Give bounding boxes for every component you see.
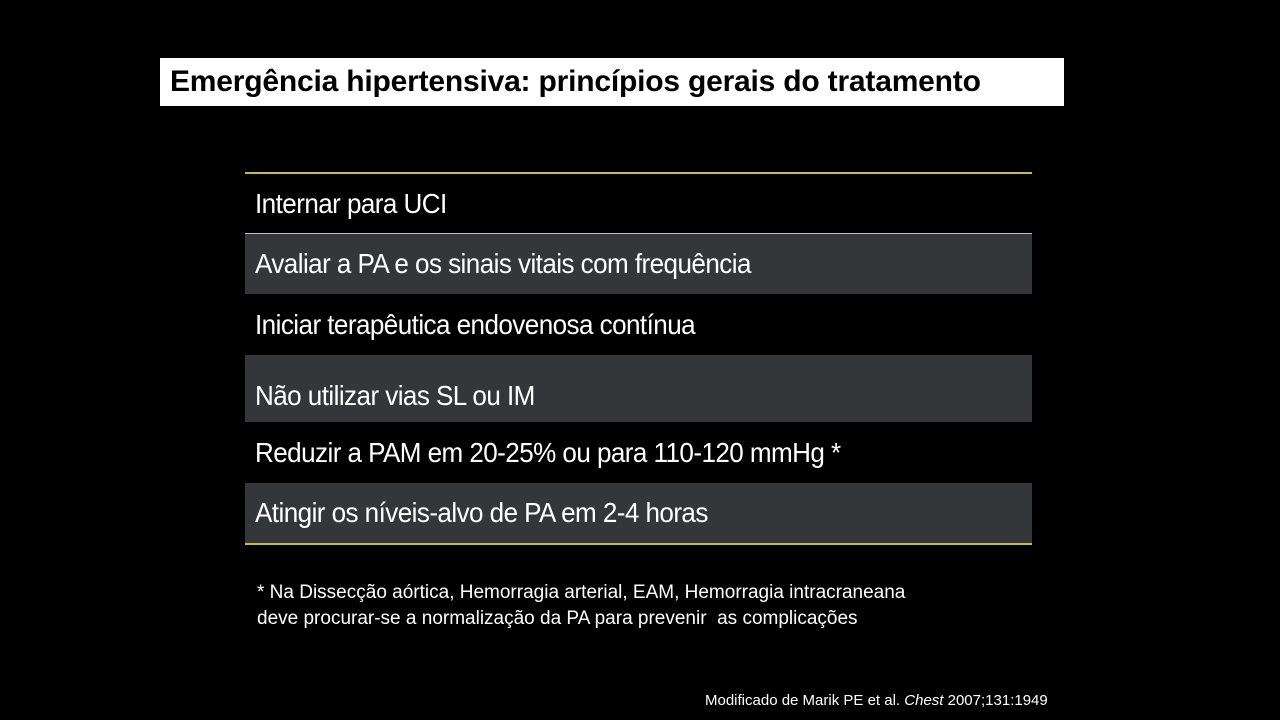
- row-text: Atingir os níveis-alvo de PA em 2-4 horas: [255, 497, 708, 528]
- footnote-line: * Na Dissecção aórtica, Hemorragia arterial, EAM, Hemorragia intracraneana: [257, 582, 906, 603]
- table-row: [245, 355, 1032, 422]
- table-row: [245, 483, 1032, 543]
- table-row: [245, 422, 1032, 483]
- row-text: Reduzir a PAM em 20-25% ou para 110-120 mmHg *: [255, 436, 841, 468]
- treatment-principles-table: [245, 172, 1032, 545]
- footnote-line: deve procurar-se a normalização da PA para prevenir as complicações: [257, 608, 858, 629]
- row-text: Iniciar terapêutica endovenosa contínua: [255, 308, 696, 340]
- row-text: Não utilizar vias SL ou IM: [255, 379, 535, 411]
- citation-reference: 2007;131:1949: [947, 692, 1048, 709]
- citation: [705, 692, 1048, 709]
- table-row: [245, 234, 1032, 294]
- table-row: [245, 174, 1032, 233]
- row-text: Internar para UCI: [255, 187, 447, 219]
- citation-journal: Chest: [904, 692, 944, 709]
- slide-title: Emergência hipertensiva: princípios gerais do tratamento: [170, 65, 981, 98]
- table-bottom-rule: [245, 543, 1032, 545]
- table-row: [245, 294, 1032, 355]
- footnote: [257, 580, 905, 632]
- citation-prefix: Modificado de Marik PE et al.: [705, 692, 901, 709]
- title-box: [160, 58, 1064, 106]
- row-text: Avaliar a PA e os sinais vitais com frequência: [255, 248, 751, 279]
